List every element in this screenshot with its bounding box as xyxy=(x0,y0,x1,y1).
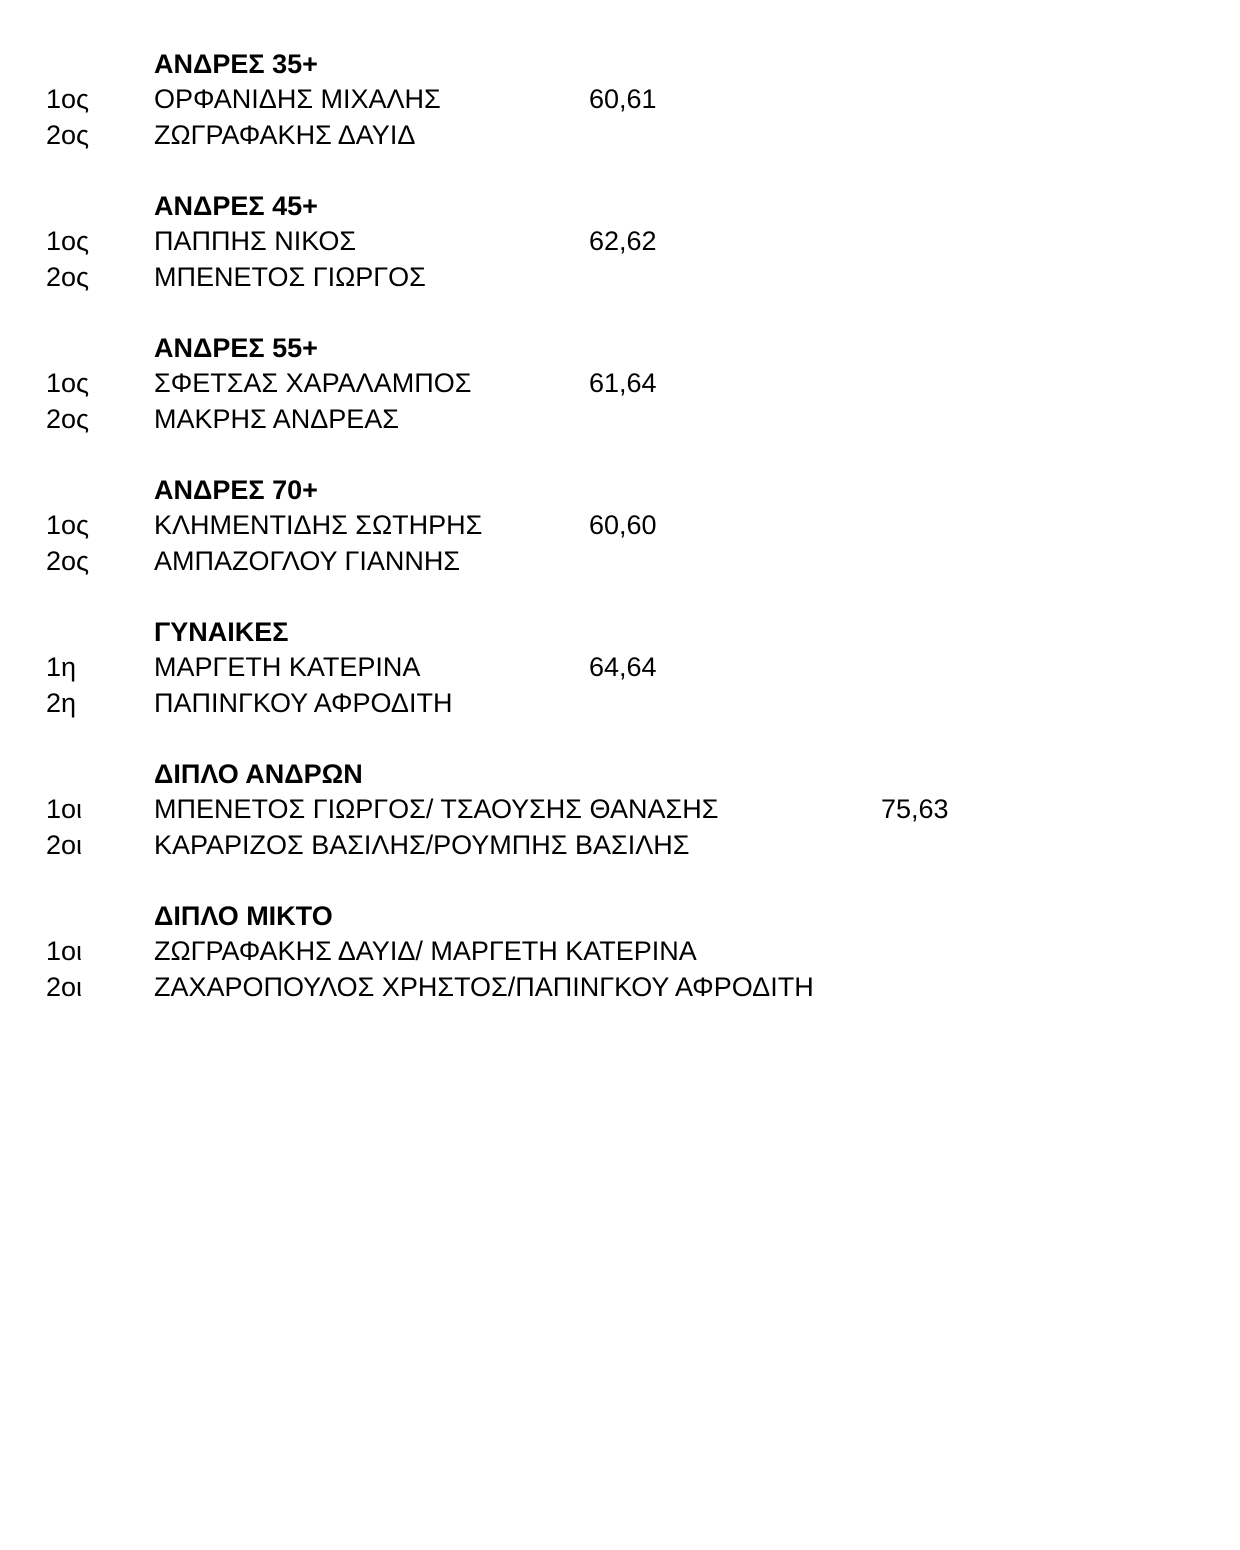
category-section xyxy=(0,49,1240,169)
result-row xyxy=(0,120,1240,152)
category-section xyxy=(0,617,1240,737)
player-name: ΑΜΠΑΖΟΓΛΟΥ ΓΙΑΝΝΗΣ xyxy=(154,546,461,576)
rank-label: 1ος xyxy=(46,368,90,398)
result-row xyxy=(0,652,1240,684)
player-name: ΟΡΦΑΝΙΔΗΣ ΜΙΧΑΛΗΣ xyxy=(154,84,441,114)
player-name: ΖΩΓΡΑΦΑΚΗΣ ΔΑΥΙΔ xyxy=(154,120,416,150)
category-section xyxy=(0,901,1240,1021)
result-row xyxy=(0,546,1240,578)
result-row xyxy=(0,262,1240,294)
category-heading: ΔΙΠΛΟ ΜΙΚΤΟ xyxy=(154,901,333,931)
score-value: 64,64 xyxy=(589,652,657,682)
result-row xyxy=(0,368,1240,400)
category-section xyxy=(0,333,1240,453)
category-heading: ΓΥΝΑΙΚΕΣ xyxy=(154,617,289,647)
rank-label: 1οι xyxy=(46,936,83,966)
rank-label: 2ος xyxy=(46,262,90,292)
rank-label: 2ος xyxy=(46,546,90,576)
category-heading: ΑΝΔΡΕΣ 45+ xyxy=(154,191,318,221)
result-row xyxy=(0,510,1240,542)
category-heading: ΑΝΔΡΕΣ 70+ xyxy=(154,475,318,505)
category-section xyxy=(0,475,1240,595)
rank-label: 2ος xyxy=(46,404,90,434)
player-name: ΖΩΓΡΑΦΑΚΗΣ ΔΑΥΙΔ/ ΜΑΡΓΕΤΗ ΚΑΤΕΡΙΝΑ xyxy=(154,936,697,966)
category-section xyxy=(0,759,1240,879)
score-value: 60,61 xyxy=(589,84,657,114)
result-row xyxy=(0,84,1240,116)
result-row xyxy=(0,972,1240,1004)
player-name: ΜΑΚΡΗΣ ΑΝΔΡΕΑΣ xyxy=(154,404,399,434)
rank-label: 1ος xyxy=(46,226,90,256)
score-value: 75,63 xyxy=(881,794,949,824)
score-value: 62,62 xyxy=(589,226,657,256)
category-heading: ΔΙΠΛΟ ΑΝΔΡΩΝ xyxy=(154,759,363,789)
rank-label: 1η xyxy=(46,652,77,682)
player-name: ΖΑΧΑΡΟΠΟΥΛΟΣ ΧΡΗΣΤΟΣ/ΠΑΠΙΝΓΚΟΥ ΑΦΡΟΔΙΤΗ xyxy=(154,972,814,1002)
player-name: ΜΑΡΓΕΤΗ ΚΑΤΕΡΙΝΑ xyxy=(154,652,421,682)
rank-label: 1ος xyxy=(46,510,90,540)
rank-label: 1ος xyxy=(46,84,90,114)
result-row xyxy=(0,404,1240,436)
score-value: 60,60 xyxy=(589,510,657,540)
rank-label: 1οι xyxy=(46,794,83,824)
score-value: 61,64 xyxy=(589,368,657,398)
player-name: ΜΠΕΝΕΤΟΣ ΓΙΩΡΓΟΣ/ ΤΣΑΟΥΣΗΣ ΘΑΝΑΣΗΣ xyxy=(154,794,719,824)
player-name: ΚΛΗΜΕΝΤΙΔΗΣ ΣΩΤΗΡΗΣ xyxy=(154,510,483,540)
player-name: ΠΑΠΠΗΣ ΝΙΚΟΣ xyxy=(154,226,357,256)
player-name: ΣΦΕΤΣΑΣ ΧΑΡΑΛΑΜΠΟΣ xyxy=(154,368,472,398)
player-name: ΜΠΕΝΕΤΟΣ ΓΙΩΡΓΟΣ xyxy=(154,262,426,292)
category-heading: ΑΝΔΡΕΣ 55+ xyxy=(154,333,318,363)
result-row xyxy=(0,936,1240,968)
category-section xyxy=(0,191,1240,311)
player-name: ΠΑΠΙΝΓΚΟΥ ΑΦΡΟΔΙΤΗ xyxy=(154,688,453,718)
result-row xyxy=(0,794,1240,826)
result-row xyxy=(0,688,1240,720)
result-row xyxy=(0,226,1240,258)
rank-label: 2η xyxy=(46,688,77,718)
category-heading: ΑΝΔΡΕΣ 35+ xyxy=(154,49,318,79)
rank-label: 2οι xyxy=(46,830,83,860)
player-name: ΚΑΡΑΡΙΖΟΣ ΒΑΣΙΛΗΣ/ΡΟΥΜΠΗΣ ΒΑΣΙΛΗΣ xyxy=(154,830,690,860)
rank-label: 2οι xyxy=(46,972,83,1002)
rank-label: 2ος xyxy=(46,120,90,150)
result-row xyxy=(0,830,1240,862)
